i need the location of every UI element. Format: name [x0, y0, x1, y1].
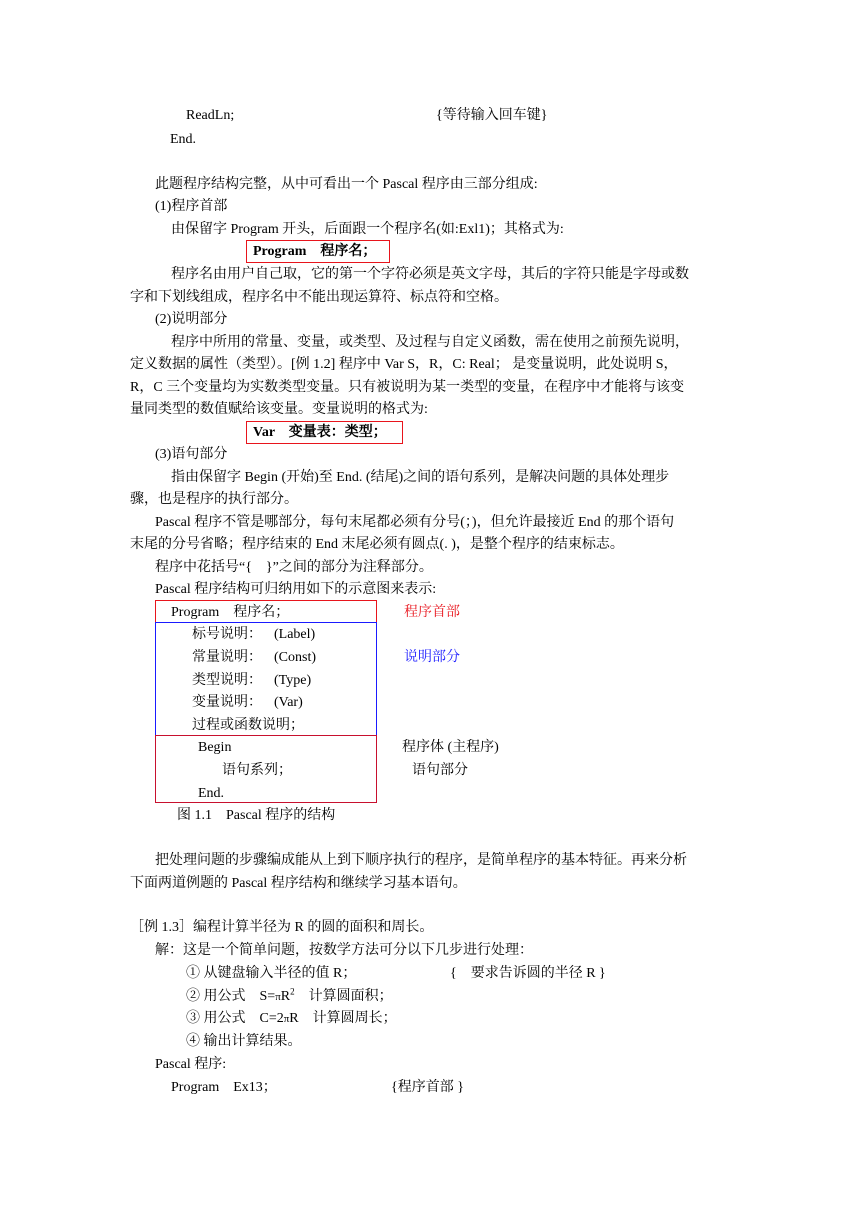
decl-proc: 过程或函数说明； — [192, 718, 304, 733]
code-readln: ReadLn; — [186, 108, 235, 123]
diagram-end: End. — [198, 786, 225, 801]
step-3-pre: ③ 用公式 C=2 — [186, 1011, 284, 1026]
code-end: End. — [170, 132, 197, 147]
part1-para-1: 程序名由用户自己取，它的第一个字符必须是英文字母，其后的字符只能是字母或数 — [171, 267, 689, 282]
decl-type-name: 类型说明： — [192, 673, 262, 688]
diagram-intro: Pascal 程序结构可归纳用如下的示意图来表示: — [155, 582, 437, 597]
pi-symbol: π — [275, 991, 281, 1003]
label-header: 程序首部 — [404, 605, 460, 620]
code-comment: {等待输入回车键} — [436, 108, 548, 123]
step-1-comment: { 要求告诉圆的半径 R } — [450, 966, 606, 981]
part3-para-1: 指由保留字 Begin (开始)至 End. (结尾)之间的语句系列，是解决问题的具体处理步 — [171, 470, 670, 485]
step-1: ① 从键盘输入半径的值 R； — [186, 966, 357, 981]
step-2-pre: ② 用公式 S= — [186, 989, 276, 1004]
part2-heading: (2)说明部分 — [155, 312, 228, 327]
summary-2: 下面两道例题的 Pascal 程序结构和继续学习基本语句。 — [130, 876, 467, 891]
step-2-exp: 2 — [290, 986, 295, 997]
example-title: ［例 1.3］编程计算半径为 R 的圆的面积和周长。 — [130, 920, 434, 935]
step-3-post: R 计算圆周长； — [289, 1011, 397, 1026]
part3-para-2: 骤，也是程序的执行部分。 — [130, 492, 298, 507]
part1-heading: (1)程序首部 — [155, 199, 228, 214]
var-format: Var 变量表：类型； — [253, 425, 387, 440]
decl-var-name: 变量说明： — [192, 695, 262, 710]
part2-para-3: R，C 三个变量均为实数类型变量。只有被说明为某一类型的变量，在程序中才能将与该变 — [130, 380, 685, 395]
decl-label-name: 标号说明： — [192, 627, 262, 642]
part2-para-2: 定义数据的属性（类型）。[例 1.2] 程序中 Var S，R，C: Real； 是变量说明，此处说明 S， — [130, 357, 678, 372]
summary-1: 把处理问题的步骤编成能从上到下顺序执行的程序，是简单程序的基本特征。再来分析 — [155, 853, 687, 868]
comment-note: 程序中花括号“{ }”之间的部分为注释部分。 — [155, 560, 433, 575]
decl-const-name: 常量说明： — [192, 650, 262, 665]
decl-label-kw: (Label) — [274, 627, 316, 642]
step-3 — [186, 1009, 397, 1029]
part1-para-2: 字和下划线组成，程序名中不能出现运算符、标点符和空格。 — [130, 290, 508, 305]
part3-para2-2: 末尾的分号省略；程序结束的 End 末尾必须有圆点(. )，是整个程序的结束标志。 — [130, 537, 624, 552]
decl-var-kw: (Var) — [274, 695, 303, 710]
intro-text: 此题程序结构完整，从中可看出一个 Pascal 程序由三部分组成: — [155, 177, 538, 192]
program-label: Pascal 程序: — [155, 1057, 227, 1072]
decl-const-kw: (Const) — [274, 650, 316, 665]
part3-heading: (3)语句部分 — [155, 447, 228, 462]
step-2 — [186, 987, 393, 1007]
diagram-stmts: 语句系列； — [222, 763, 292, 778]
step-2-r: R — [280, 989, 291, 1004]
example-solution: 解：这是一个简单问题，按数学方法可分以下几步进行处理： — [155, 943, 533, 958]
figure-caption: 图 1.1 Pascal 程序的结构 — [177, 808, 336, 823]
program-line: Program Ex13； — [171, 1080, 277, 1095]
program-format: Program 程序名； — [253, 244, 377, 259]
step-4: ④ 输出计算结果。 — [186, 1034, 302, 1049]
diagram-begin: Begin — [198, 740, 232, 755]
label-stmt: 语句部分 — [412, 763, 468, 778]
label-body: 程序体 (主程序) — [402, 740, 499, 755]
part3-para2-1: Pascal 程序不管是哪部分，每句末尾都必须有分号(；)，但允许最接近 End 的那个语句 — [155, 515, 675, 530]
label-decl: 说明部分 — [404, 650, 460, 665]
part2-para-1: 程序中所用的常量、变量，或类型、及过程与自定义函数，需在使用之前预先说明， — [171, 335, 689, 350]
step-2-post: 计算圆面积； — [294, 989, 393, 1004]
decl-type-kw: (Type) — [274, 673, 312, 688]
part2-para-4: 量同类型的数值赋给该变量。变量说明的格式为: — [130, 402, 428, 417]
diagram-program-line: Program 程序名； — [171, 605, 290, 620]
pi-symbol: π — [283, 1013, 290, 1025]
program-comment: {程序首部 } — [391, 1080, 464, 1095]
part1-desc: 由保留字 Program 开头，后面跟一个程序名(如:Exl1)；其格式为: — [171, 222, 564, 237]
